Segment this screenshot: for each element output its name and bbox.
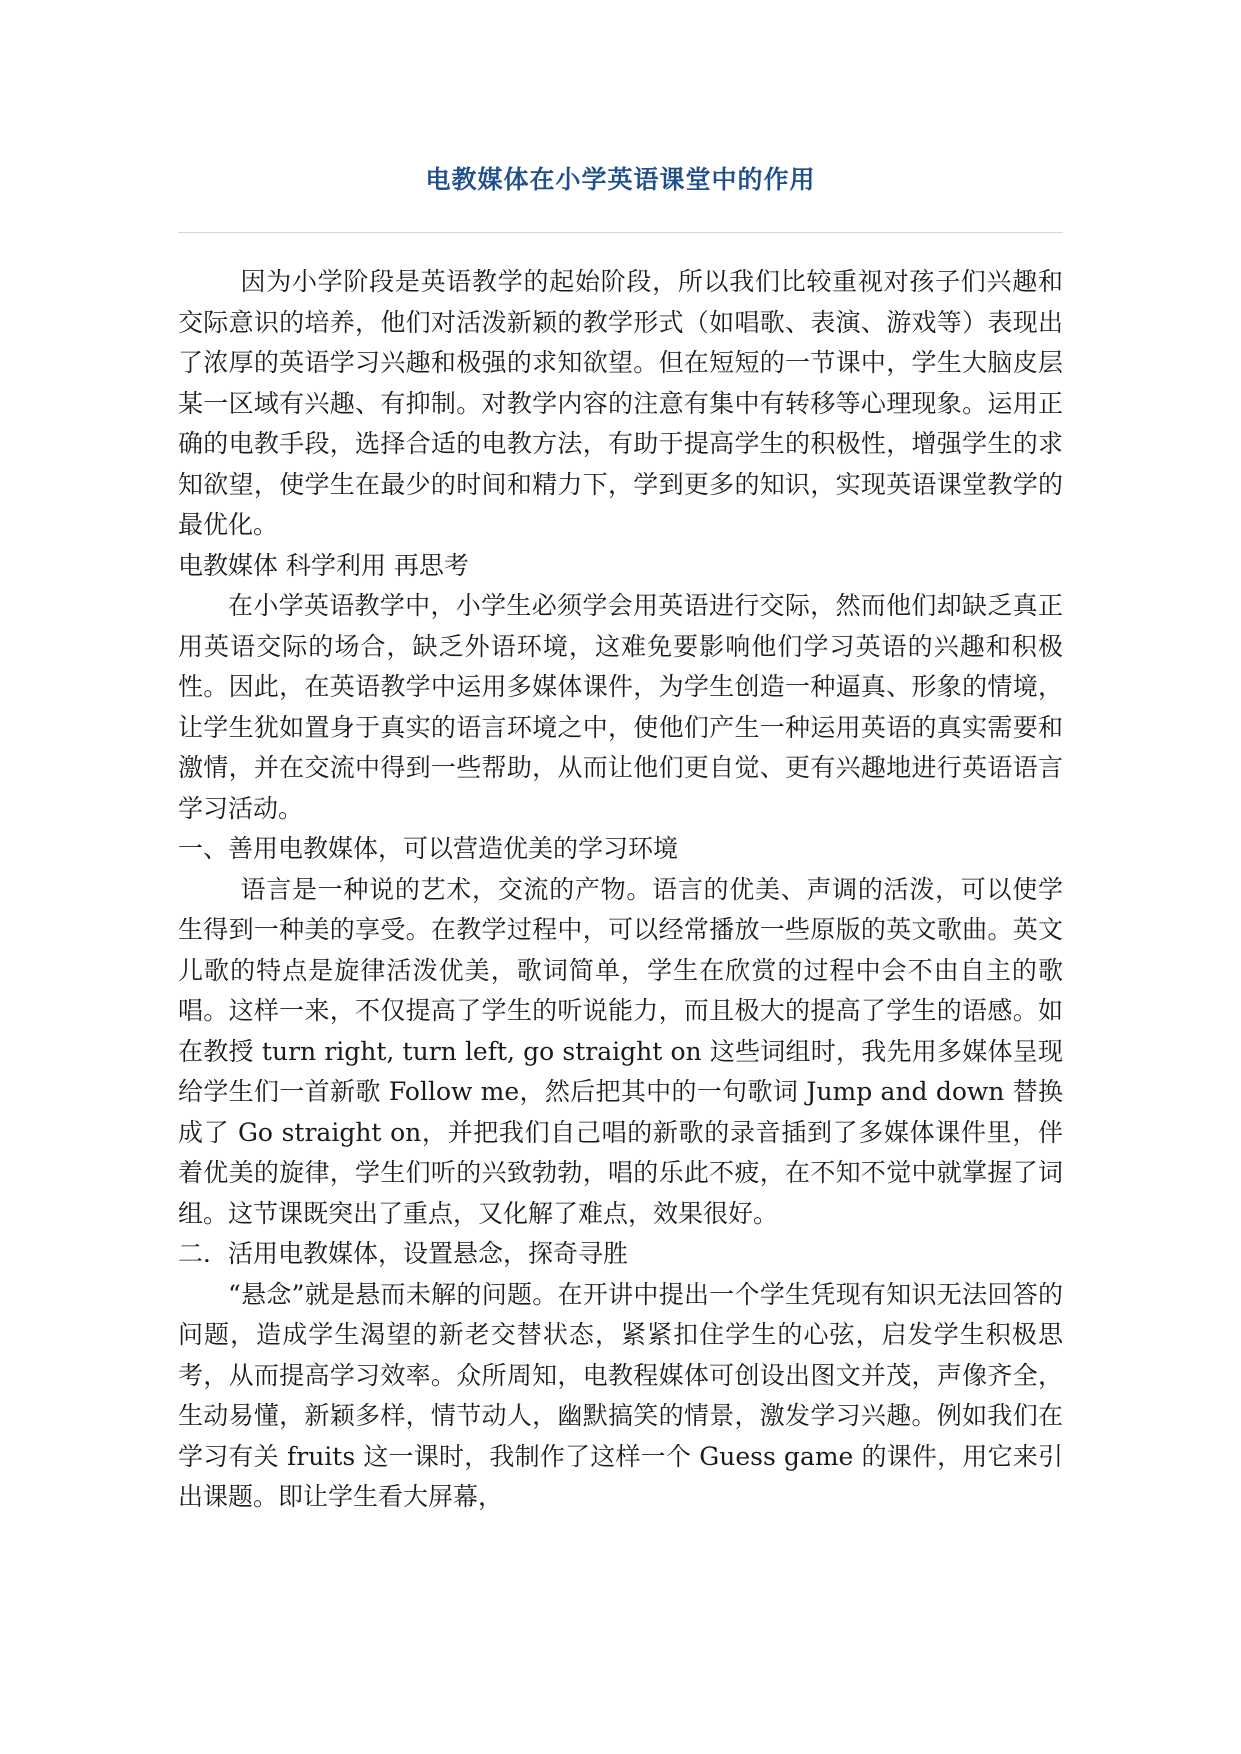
intro-paragraph: 因为小学阶段是英语教学的起始阶段，所以我们比较重视对孩子们兴趣和交际意识的培养，他们对活泼新颖的教学形式（如唱歌、表演、游戏等）表现出了浓厚的英语学习兴趣和极强的求知欲望。但在短短的一节课中，学生大脑皮层某一区域有兴趣、有抑制。对教学内容的注意有集中有转移等心理现象。运用正确的电教手段，选择合适的电教方法，有助于提高学生的积极性，增强学生的求知欲望，使学生在最少的时间和精力下，学到更多的知识，实现英语课堂教学的最优化。 <box>178 267 1063 539</box>
section-heading: 一、善用电教媒体，可以营造优美的学习环境 <box>178 834 679 863</box>
body-paragraph: “悬念”就是悬而未解的问题。在开讲中提出一个学生凭现有知识无法回答的问题，造成学生渴望的新老交替状态，紧紧扣住学生的心弦，启发学生积极思考，从而提高学习效率。众所周知，电教程媒体可创设出图文并茂，声像齐全，生动易懂，新颖多样，情节动人，幽默搞笑的情景，激发学习兴趣。例如我们在学习有关 fruits 这一课时，我制作了这样一个 Guess game 的课件，用它来引出课题。即让学生看大屏幕， <box>178 1279 1063 1511</box>
section-heading: 二．活用电教媒体，设置悬念，探奇寻胜 <box>178 1239 629 1268</box>
section-heading: 电教媒体 科学利用 再思考 <box>178 550 469 580</box>
body-paragraph: 在小学英语教学中，小学生必须学会用英语进行交际，然而他们却缺乏真正用英语交际的场合，缺乏外语环境，这难免要影响他们学习英语的兴趣和积极性。因此，在英语教学中运用多媒体课件，为学生创造一种逼真、形象的情境，让学生犹如置身于真实的语言环境之中，使他们产生一种运用英语的真实需要和激情，并在交流中得到一些帮助，从而让他们更自觉、更有兴趣地进行英语语言学习活动。 <box>178 591 1063 823</box>
title-divider <box>178 232 1063 233</box>
page-title: 电教媒体在小学英语课堂中的作用 <box>425 165 816 194</box>
body-paragraph: 语言是一种说的艺术，交流的产物。语言的优美、声调的活泼，可以使学生得到一种美的享受。在教学过程中，可以经常播放一些原版的英文歌曲。英文儿歌的特点是旋律活泼优美，歌词简单，学生在欣赏的过程中会不由自主的歌唱。这样一来，不仅提高了学生的听说能力，而且极大的提高了学生的语感。如在教授 turn right, turn left, go straight on 这些词组时，我先用多媒体呈现给学生们一首新歌 Follow me，然后把其中的一句歌词 Jump and down 替换成了 Go straight on，并把我们自己唱的新歌的录音插到了多媒体课件里，伴着优美的旋律，学生们听的兴致勃勃，唱的乐此不疲，在不知不觉中就掌握了词组。这节课既突出了重点，又化解了难点，效果很好。 <box>178 874 1063 1228</box>
document-body <box>178 262 1063 1518</box>
